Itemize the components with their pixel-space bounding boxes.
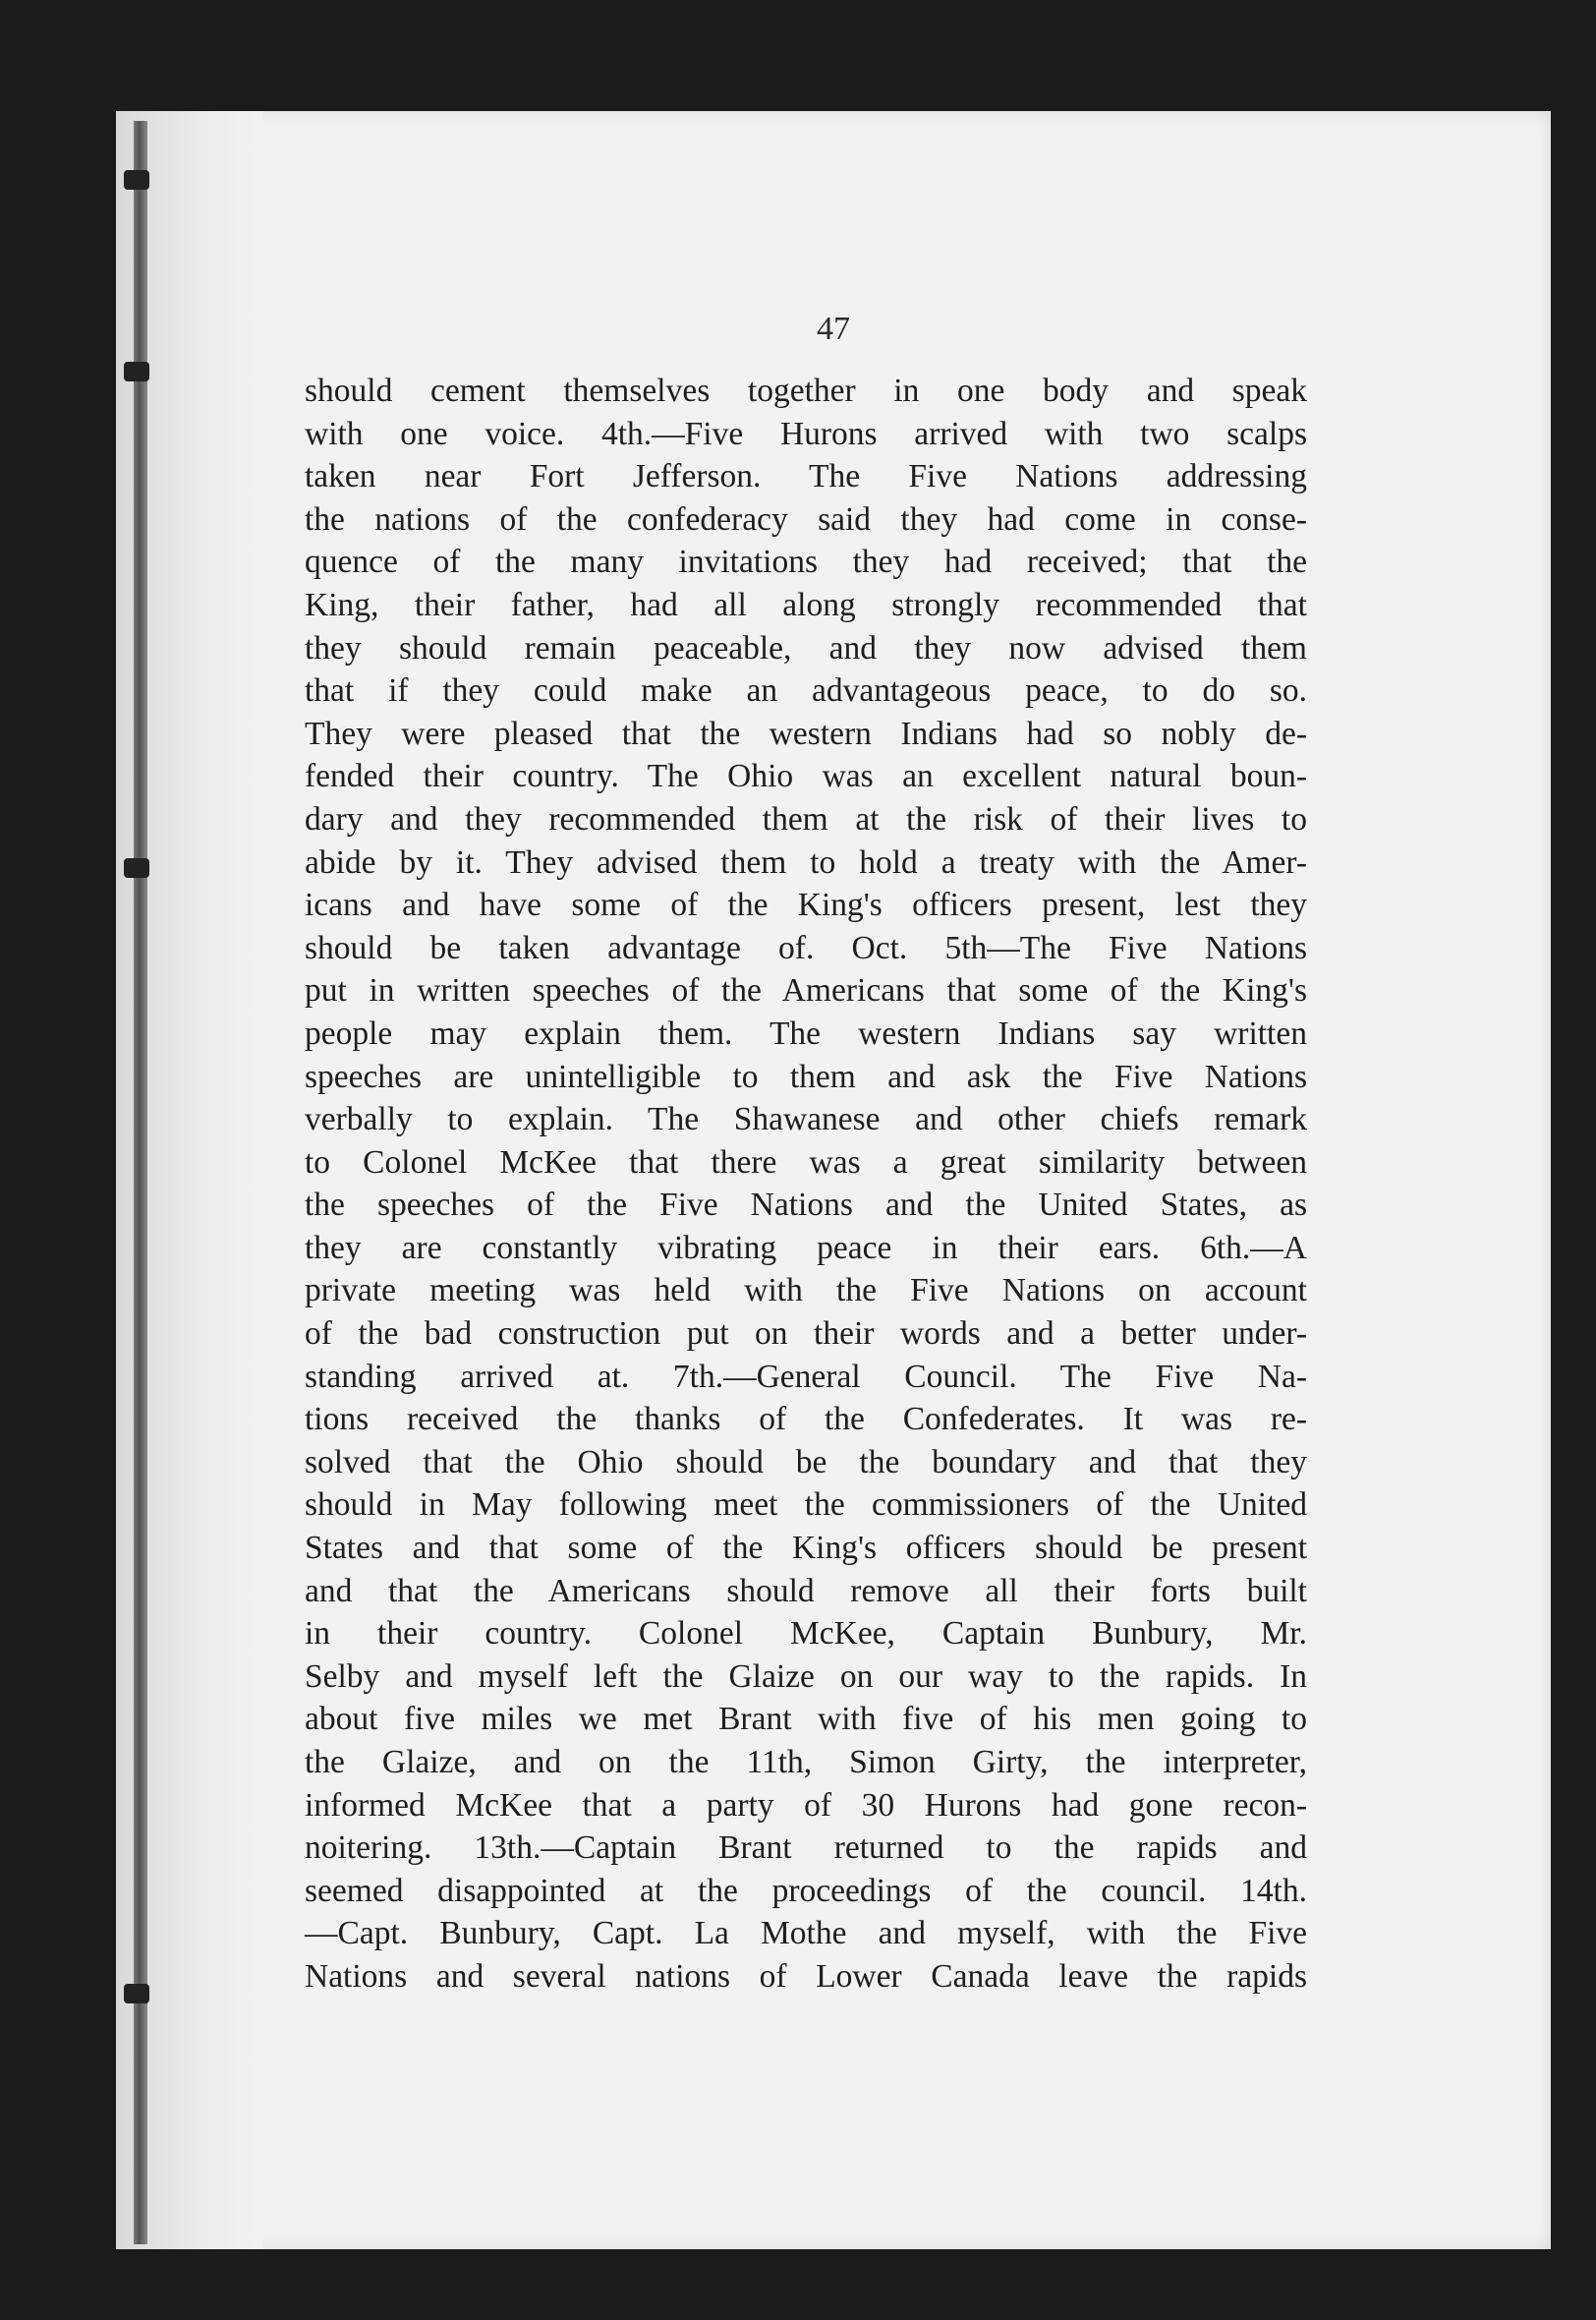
- text-line: the Glaize, and on the 11th, Simon Girty, the interpreter,: [305, 1744, 1307, 1780]
- binding-mark: [124, 170, 149, 190]
- text-line: private meeting was held with the Five Nations on account: [305, 1272, 1307, 1309]
- text-line: they should remain peaceable, and they now advised them: [305, 629, 1307, 667]
- text-line: the nations of the confederacy said they had come in conse-: [305, 500, 1307, 538]
- text-line: noitering. 13th.—Captain Brant returned to the rapids and: [305, 1829, 1307, 1867]
- text-line: seemed disappointed at the proceedings of the council. 14th.: [305, 1872, 1307, 1909]
- text-line: King, their father, had all along strongly recommended that: [305, 586, 1307, 623]
- text-line: abide by it. They advised them to hold a treaty with the Amer-: [305, 843, 1307, 881]
- binding-mark: [124, 858, 149, 878]
- text-line: informed McKee that a party of 30 Hurons had gone recon-: [305, 1786, 1307, 1824]
- text-line: They were pleased that the western Indians had so nobly de-: [305, 715, 1307, 752]
- text-line: people may explain them. The western Indians say written: [305, 1015, 1307, 1052]
- text-line: in their country. Colonel McKee, Captain Bunbury, Mr.: [305, 1615, 1307, 1653]
- text-line: quence of the many invitations they had received; that the: [305, 544, 1307, 581]
- text-line: about five miles we met Brant with five of his men going to: [305, 1701, 1307, 1738]
- text-line: should in May following meet the commissioners of the United: [305, 1486, 1307, 1524]
- text-line: they are constantly vibrating peace in their ears. 6th.—A: [305, 1229, 1307, 1266]
- binding-edge: [134, 121, 147, 2244]
- text-line: tions received the thanks of the Confederates. It was re-: [305, 1401, 1307, 1438]
- text-line: the speeches of the Five Nations and the United States, as: [305, 1187, 1307, 1224]
- text-line: dary and they recommended them at the risk of their lives to: [305, 800, 1307, 838]
- text-line: solved that the Ohio should be the boundary and that they: [305, 1443, 1307, 1480]
- page-number: 47: [817, 311, 850, 347]
- text-line: verbally to explain. The Shawanese and other chiefs remark: [305, 1101, 1307, 1138]
- text-line: standing arrived at. 7th.—General Council. The Five Na-: [305, 1358, 1307, 1395]
- text-line: with one voice. 4th.—Five Hurons arrived with two scalps: [305, 415, 1307, 452]
- text-line: Nations and several nations of Lower Canada leave the rapids: [305, 1957, 1307, 1995]
- text-line: should cement themselves together in one body and speak: [305, 373, 1307, 409]
- text-line: speeches are unintelligible to them and ask the Five Nations: [305, 1058, 1307, 1095]
- text-line: of the bad construction put on their words and a better under-: [305, 1315, 1307, 1353]
- book-page: [116, 111, 1551, 2249]
- text-line: that if they could make an advantageous peace, to do so.: [305, 672, 1307, 710]
- text-line: —Capt. Bunbury, Capt. La Mothe and myself, with the Five: [305, 1915, 1307, 1952]
- binding-mark: [124, 362, 149, 381]
- text-line: should be taken advantage of. Oct. 5th—The Five Nations: [305, 929, 1307, 966]
- text-line: and that the Americans should remove all their forts built: [305, 1572, 1307, 1609]
- text-line: put in written speeches of the Americans that some of the King's: [305, 972, 1307, 1010]
- text-line: Selby and myself left the Glaize on our way to the rapids. In: [305, 1657, 1307, 1695]
- body-text: [305, 370, 1307, 1999]
- text-line: icans and have some of the King's officers present, lest they: [305, 887, 1307, 924]
- binding-mark: [124, 1984, 149, 2003]
- text-line: States and that some of the King's officers should be present: [305, 1530, 1307, 1567]
- text-line: taken near Fort Jefferson. The Five Nations addressing: [305, 458, 1307, 495]
- text-line: to Colonel McKee that there was a great similarity between: [305, 1143, 1307, 1181]
- text-line: fended their country. The Ohio was an excellent natural boun-: [305, 758, 1307, 795]
